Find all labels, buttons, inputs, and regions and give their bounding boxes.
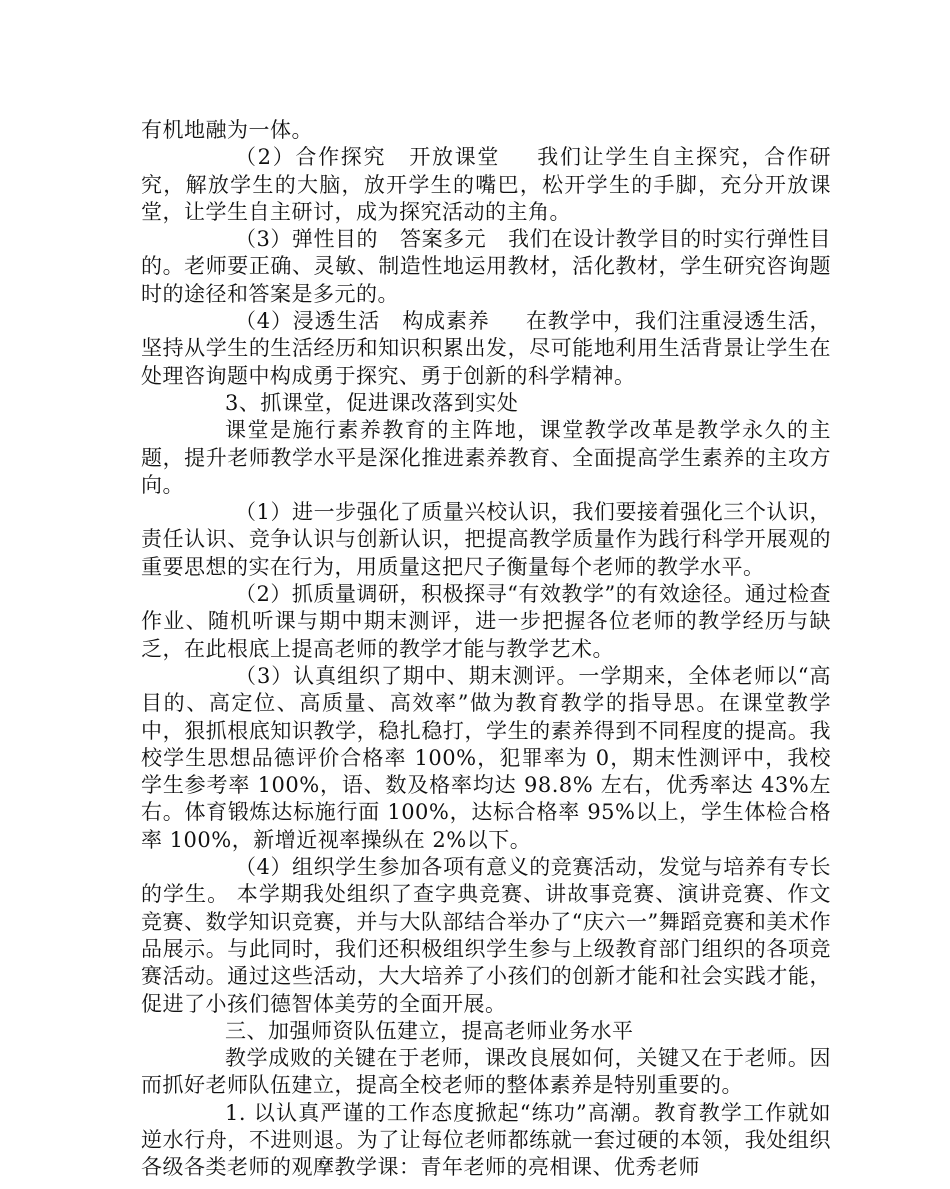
paragraph-competitions: （4）组织学生参加各项有意义的竞赛活动，发觉与培养有专长的学生。 本学期我处组织了查字典竞赛、讲故事竞赛、演讲竞赛、作文竞赛、数学知识竞赛，并与大队部结合举办了“庆六一”舞蹈竞赛和美术作品展示。与此同时，我们还积极组织学生参与上级教育部门组织的各项竞赛活动。通过这些活动，大大培养了小孩们的创新才能和社会实践才能，促进了小孩们德智体美劳的全面开展。 [141,855,831,1016]
paragraph-text: 在教学中，我们注重浸透生活，坚持从学生的生活经历和知识积累出发，尽可能地利用生活背景让学生在处理咨询题中构成勇于探究、勇于创新的科学精神。 [141,309,831,388]
section-heading-teachers: 三、加强师资队伍建立，提高老师业务水平 [225,1018,634,1043]
section-heading-classroom: 3、抓课堂，促进课改落到实处 [225,390,519,415]
paragraph-classroom-main: 课堂是施行素养教育的主阵地，课堂教学改革是教学永久的主题，提升老师教学水平是深化推进素养教育、全面提高学生素养的主攻方向。 [141,418,831,497]
paragraph-training: 1. 以认真严谨的工作态度掀起“练功”高潮。教育教学工作就如逆水行舟，不进则退。为了让每位老师都练就一套过硬的本领，我处组织各级各类老师的观摩教学课：青年老师的亮相课、优秀老师 [141,1100,831,1180]
paragraph-teacher-key: 教学成败的关键在于老师，课改良展如何，关键又在于老师。因而抓好老师队伍建立，提高全校老师的整体素养是特别重要的。 [141,1046,831,1098]
paragraph-text: 我们让学生自主探究，合作研究，解放学生的大脑，放开学生的嘴巴，松开学生的手脚，充分开放课堂，让学生自主研讨，成为探究活动的主角。 [141,145,831,224]
paragraph-heading: （2）合作探究 [235,145,387,170]
paragraph-heading-secondary: 答案多元 [400,227,487,252]
document-body [141,117,831,1182]
paragraph-quality-awareness: （1）进一步强化了质量兴校认识，我们要接着强化三个认识，责任认识、竞争认识与创新认识，把提高教学质量作为践行科学开展观的重要思想的实在行为，用质量这把尺子衡量每个老师的教学水平。 [141,500,831,579]
paragraph-heading: （3）弹性目的 [235,227,379,252]
paragraph-flexible-goals [141,226,831,308]
paragraph-intro-tail: 有机地融为一体。 [141,118,313,142]
paragraph-exam-evaluation: （3）认真组织了期中、期末测评。一学期来，全体老师以“高目的、高定位、高质量、高效率”做为教育教学的指导思。在课堂教学中，狠抓根底知识教学，稳扎稳打，学生的素养得到不同程度的提高。我校学生思想品德评价合格率 100%，犯罪率为 0，期末性测评中，我校学生参考率 100%，语、数及格率均达 98.8% 左右，优秀率达 43%左右。体育锻炼达标施行面 100%，达标合格率 95%以上，学生体检合格率 100%，新增近视率操纵在 2%以下。 [141,663,831,852]
paragraph-text: 我们在设计教学目的时实行弹性目的。老师要正确、灵敏、制造性地运用教材，活化教材，学生研究咨询题时的途径和答案是多元的。 [141,227,832,306]
paragraph-life-integration [141,308,831,390]
paragraph-quality-research: （2）抓质量调研，积极探寻“有效教学”的有效途径。通过检查作业、随机听课与期中期末测评，进一步把握各位老师的教学经历与缺乏，在此根底上提高老师的教学才能与教学艺术。 [141,582,831,661]
paragraph-heading: （4）浸透生活 [235,309,381,334]
paragraph-heading-secondary: 开放课堂 [408,145,501,170]
paragraph-heading-secondary: 构成素养 [402,309,490,334]
paragraph-cooperative-inquiry [141,144,831,226]
